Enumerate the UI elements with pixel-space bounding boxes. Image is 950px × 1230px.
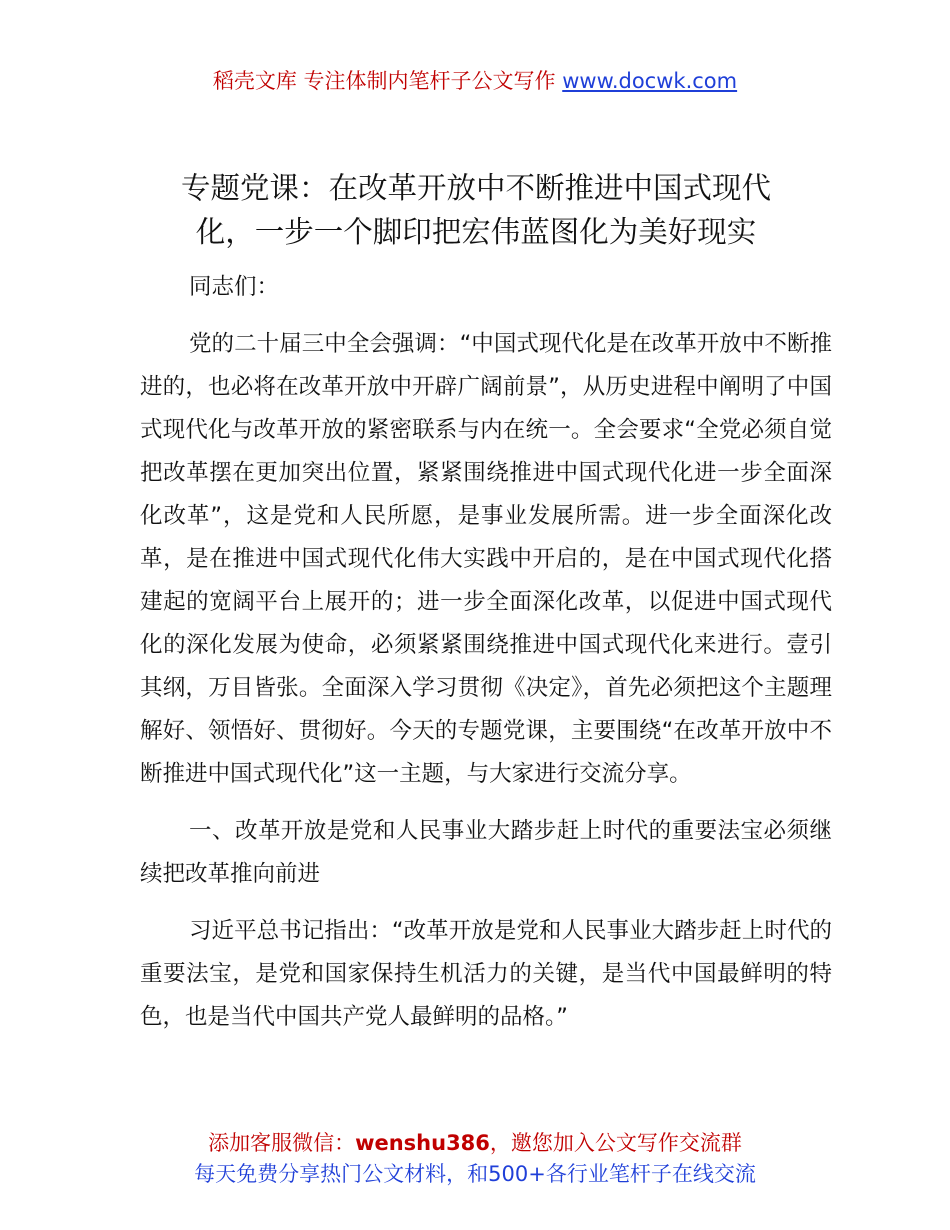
footer-line-2: 每天免费分享热门公文材料，和500+各行业笔杆子在线交流 bbox=[194, 1162, 756, 1186]
site-url-link[interactable]: www.docwk.com bbox=[562, 69, 738, 93]
title-line-2: 化，一步一个脚印把宏伟蓝图化为美好现实 bbox=[195, 215, 757, 249]
title-line-1: 专题党课：在改革开放中不断推进中国式现代 bbox=[180, 171, 771, 205]
promo-footer bbox=[0, 1128, 950, 1190]
section-heading-1: 一、改革开放是党和人民事业大踏步赶上时代的重要法宝必须继续把改革推向前进 bbox=[140, 818, 832, 887]
paragraph-1: 党的二十届三中全会强调：“中国式现代化是在改革开放中不断推进的，也必将在改革开放中开辟广阔前景”，从历史进程中阐明了中国式现代化与改革开放的紧密联系与内在统一。全会要求“全党必须自觉把改革摆在更加突出位置，紧紧围绕推进中国式现代化进一步全面深化改革”，这是党和人民所愿，是事业发展所需。进一步全面深化改革，是在推进中国式现代化伟大实践中开启的，是在中国式现代化搭建起的宽阔平台上展开的；进一步全面深化改革，以促进中国式现代化的深化发展为使命，必须紧紧围绕推进中国式现代化来进行。壹引其纲，万目皆张。全面深入学习贯彻《决定》，首先必须把这个主题理解好、领悟好、贯彻好。今天的专题党课，主要围绕“在改革开放中不断推进中国式现代化”这一主题，与大家进行交流分享。 bbox=[140, 331, 832, 787]
footer-wechat-id: wenshu386 bbox=[355, 1131, 490, 1155]
paragraph-2: 习近平总书记指出：“改革开放是党和人民事业大踏步赶上时代的重要法宝，是党和国家保持生机活力的关键，是当代中国最鲜明的特色，也是当代中国共产党人最鲜明的品格。” bbox=[140, 918, 832, 1030]
site-brand-text: 稻壳文库 专注体制内笔杆子公文写作 bbox=[212, 69, 563, 93]
document-title bbox=[140, 166, 812, 254]
site-header bbox=[0, 66, 950, 96]
footer-wechat-prefix: 添加客服微信： bbox=[208, 1131, 356, 1155]
footer-line-1 bbox=[0, 1128, 950, 1159]
document-body bbox=[140, 266, 832, 1039]
footer-wechat-suffix: ，邀您加入公文写作交流群 bbox=[489, 1131, 742, 1155]
greeting: 同志们： bbox=[189, 274, 280, 300]
